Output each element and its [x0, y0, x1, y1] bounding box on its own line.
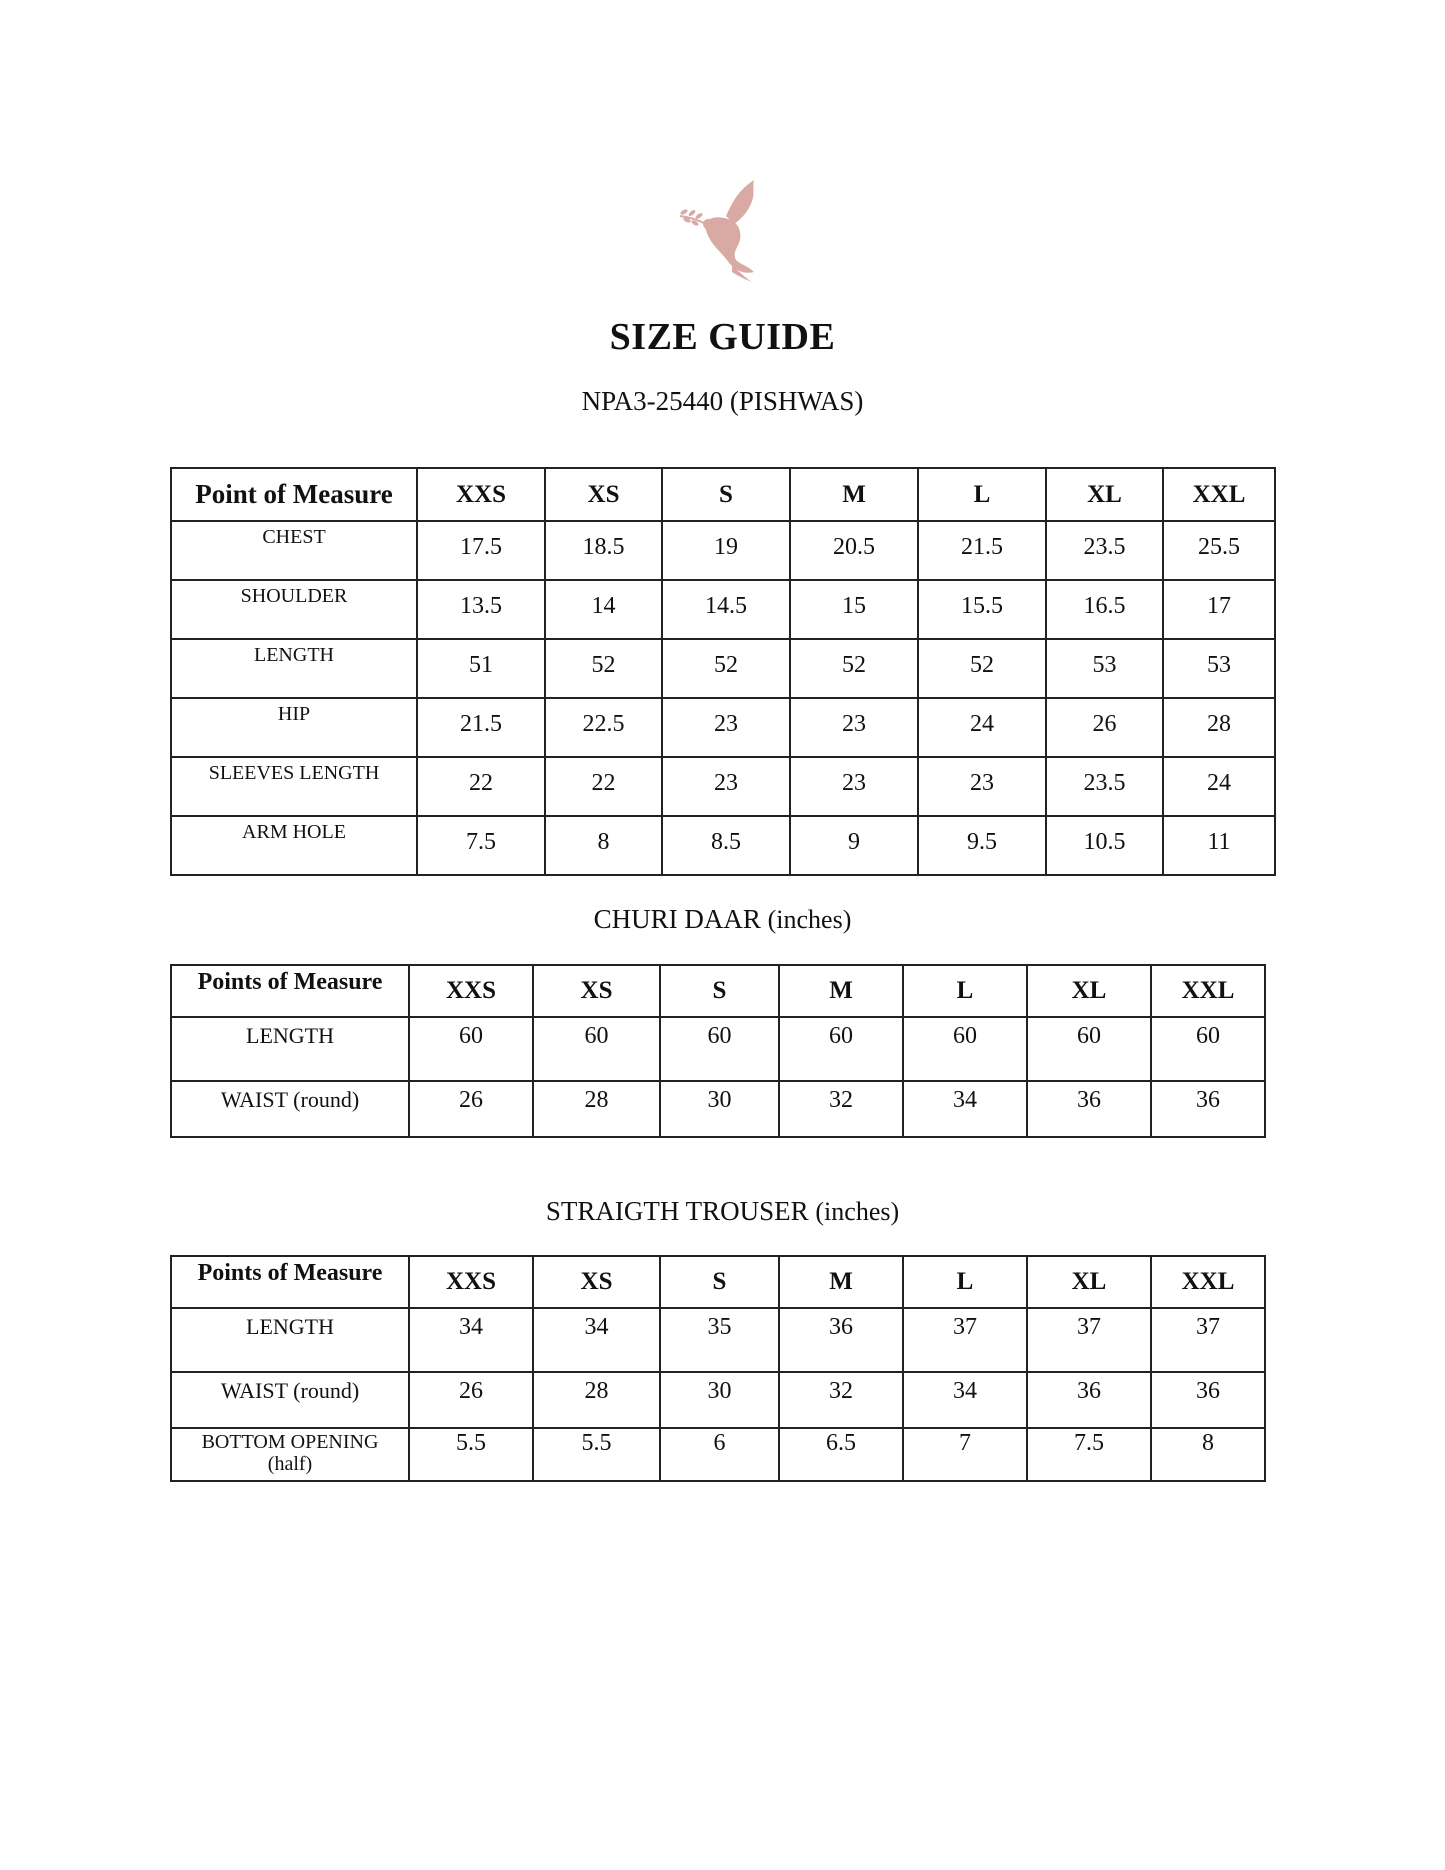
column-header: M: [790, 468, 918, 521]
table-cell: 19: [662, 521, 790, 580]
table-cell: 17.5: [417, 521, 545, 580]
table-cell: 52: [545, 639, 662, 698]
table-cell: 60: [1151, 1017, 1265, 1081]
churidaar-size-table: [170, 964, 1266, 1138]
table-cell: 60: [779, 1017, 903, 1081]
row-label: [171, 1428, 409, 1481]
table-cell: 51: [417, 639, 545, 698]
row-label-sub: (half): [267, 1453, 313, 1475]
column-header: S: [660, 965, 779, 1017]
table-row: [171, 639, 1275, 698]
table-cell: 22: [417, 757, 545, 816]
column-header: XXL: [1151, 965, 1265, 1017]
table-cell: 15: [790, 580, 918, 639]
column-header: L: [918, 468, 1046, 521]
table-cell: 30: [660, 1081, 779, 1137]
table-row: [171, 698, 1275, 757]
table-row: [171, 1017, 1265, 1081]
table-cell: 32: [779, 1372, 903, 1428]
table-cell: 28: [533, 1372, 660, 1428]
table-cell: 26: [1046, 698, 1163, 757]
table-cell: 36: [1027, 1081, 1151, 1137]
table-cell: 60: [1027, 1017, 1151, 1081]
table-cell: 15.5: [918, 580, 1046, 639]
table-cell: 28: [533, 1081, 660, 1137]
table-cell: 21.5: [918, 521, 1046, 580]
table-cell: 7.5: [417, 816, 545, 875]
table-cell: 9: [790, 816, 918, 875]
table-cell: 53: [1046, 639, 1163, 698]
churidaar-unit: (inches): [767, 905, 852, 934]
dove-icon: [676, 176, 772, 282]
table-cell: 22: [545, 757, 662, 816]
table-cell: 32: [779, 1081, 903, 1137]
table-cell: 37: [903, 1308, 1027, 1372]
table-cell: 21.5: [417, 698, 545, 757]
row-label: WAIST (round): [171, 1081, 409, 1137]
table-cell: 36: [1027, 1372, 1151, 1428]
table-cell: 34: [409, 1308, 533, 1372]
table-cell: 14.5: [662, 580, 790, 639]
table-cell: 6.5: [779, 1428, 903, 1481]
column-header: XL: [1027, 965, 1151, 1017]
column-header: XS: [533, 965, 660, 1017]
table-cell: 23: [662, 698, 790, 757]
table-cell: 60: [903, 1017, 1027, 1081]
table-cell: 5.5: [409, 1428, 533, 1481]
pishwas-size-table: [170, 467, 1276, 876]
table-cell: 52: [790, 639, 918, 698]
page-title: SIZE GUIDE: [609, 316, 836, 358]
column-header: XL: [1046, 468, 1163, 521]
table-cell: 22.5: [545, 698, 662, 757]
trouser-size-table: [170, 1255, 1266, 1482]
table-row: [171, 1081, 1265, 1137]
table-cell: 11: [1163, 816, 1275, 875]
column-header: L: [903, 1256, 1027, 1308]
table-cell: 13.5: [417, 580, 545, 639]
table-row: [171, 1372, 1265, 1428]
table-cell: 30: [660, 1372, 779, 1428]
table-cell: 53: [1163, 639, 1275, 698]
table-cell: 17: [1163, 580, 1275, 639]
row-label: SLEEVES LENGTH: [171, 757, 417, 816]
table-row: [171, 816, 1275, 875]
table-cell: 36: [1151, 1372, 1265, 1428]
table-cell: 35: [660, 1308, 779, 1372]
column-header: L: [903, 965, 1027, 1017]
row-label: LENGTH: [171, 1017, 409, 1081]
column-header: XS: [533, 1256, 660, 1308]
table-header-row: [171, 965, 1265, 1017]
row-label: WAIST (round): [171, 1372, 409, 1428]
column-header: M: [779, 965, 903, 1017]
column-header: Point of Measure: [171, 468, 417, 521]
table-cell: 36: [1151, 1081, 1265, 1137]
column-header: XL: [1027, 1256, 1151, 1308]
table-cell: 10.5: [1046, 816, 1163, 875]
table-row: [171, 757, 1275, 816]
row-label: LENGTH: [171, 639, 417, 698]
table-header-row: [171, 1256, 1265, 1308]
table-cell: 16.5: [1046, 580, 1163, 639]
trouser-unit: (inches): [815, 1197, 900, 1226]
table-cell: 20.5: [790, 521, 918, 580]
table-cell: 23: [790, 757, 918, 816]
column-header: S: [660, 1256, 779, 1308]
table-cell: 34: [533, 1308, 660, 1372]
table-cell: 34: [903, 1081, 1027, 1137]
table-cell: 37: [1151, 1308, 1265, 1372]
table-cell: 8.5: [662, 816, 790, 875]
row-label: LENGTH: [171, 1308, 409, 1372]
table-cell: 7: [903, 1428, 1027, 1481]
trouser-title: [0, 1196, 1445, 1227]
row-label: ARM HOLE: [171, 816, 417, 875]
table-cell: 52: [662, 639, 790, 698]
table-cell: 26: [409, 1081, 533, 1137]
table-cell: 34: [903, 1372, 1027, 1428]
table-cell: 8: [545, 816, 662, 875]
table-row: [171, 521, 1275, 580]
table-cell: 60: [533, 1017, 660, 1081]
column-header: XS: [545, 468, 662, 521]
column-header: XXL: [1163, 468, 1275, 521]
table-cell: 8: [1151, 1428, 1265, 1481]
table-cell: 36: [779, 1308, 903, 1372]
row-label-main: BOTTOM OPENING: [201, 1431, 379, 1453]
churidaar-title: [0, 904, 1445, 935]
row-label: CHEST: [171, 521, 417, 580]
column-header: XXL: [1151, 1256, 1265, 1308]
table-cell: 5.5: [533, 1428, 660, 1481]
table-cell: 60: [660, 1017, 779, 1081]
table-cell: 26: [409, 1372, 533, 1428]
table-cell: 14: [545, 580, 662, 639]
table-cell: 23.5: [1046, 521, 1163, 580]
table-cell: 24: [1163, 757, 1275, 816]
row-label: SHOULDER: [171, 580, 417, 639]
churidaar-title-text: CHURI DAAR: [593, 904, 761, 934]
table-cell: 28: [1163, 698, 1275, 757]
table-cell: 23: [790, 698, 918, 757]
column-header: XXS: [417, 468, 545, 521]
column-header: Points of Measure: [171, 1256, 409, 1308]
table-cell: 9.5: [918, 816, 1046, 875]
table-cell: 18.5: [545, 521, 662, 580]
table-cell: 60: [409, 1017, 533, 1081]
column-header: XXS: [409, 1256, 533, 1308]
product-code: NPA3-25440 (PISHWAS): [581, 386, 864, 416]
table-cell: 23.5: [1046, 757, 1163, 816]
table-row: [171, 580, 1275, 639]
table-header-row: [171, 468, 1275, 521]
column-header: S: [662, 468, 790, 521]
column-header: Points of Measure: [171, 965, 409, 1017]
table-row: [171, 1308, 1265, 1372]
table-cell: 37: [1027, 1308, 1151, 1372]
table-row: [171, 1428, 1265, 1481]
table-cell: 24: [918, 698, 1046, 757]
table-cell: 7.5: [1027, 1428, 1151, 1481]
table-cell: 52: [918, 639, 1046, 698]
column-header: XXS: [409, 965, 533, 1017]
column-header: M: [779, 1256, 903, 1308]
table-cell: 25.5: [1163, 521, 1275, 580]
table-cell: 23: [662, 757, 790, 816]
table-cell: 23: [918, 757, 1046, 816]
trouser-title-text: STRAIGTH TROUSER: [545, 1196, 809, 1226]
row-label: HIP: [171, 698, 417, 757]
table-cell: 6: [660, 1428, 779, 1481]
